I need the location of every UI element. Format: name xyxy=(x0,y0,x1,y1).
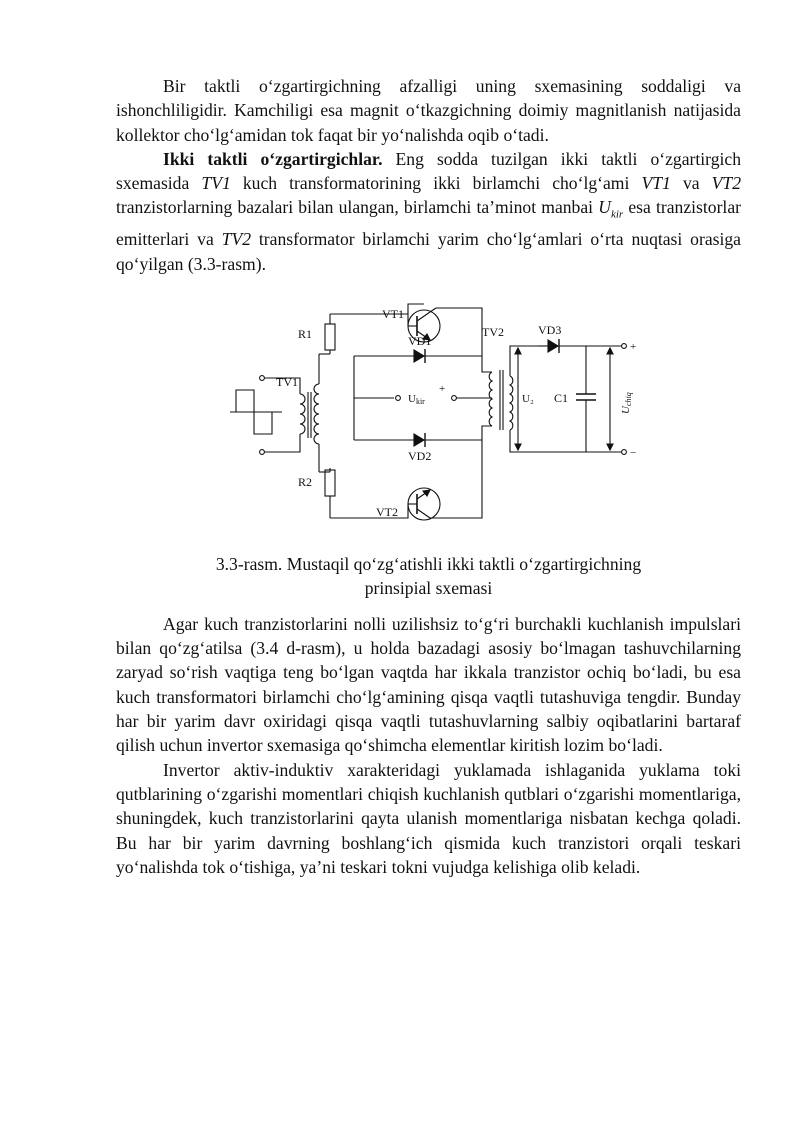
circuit-schematic xyxy=(212,294,652,542)
label-vd3: VD3 xyxy=(538,322,562,337)
tv1-primary-coil xyxy=(300,394,305,434)
figure-caption xyxy=(116,552,741,600)
label-u2: U₂ xyxy=(522,392,534,405)
label-tv2: TV2 xyxy=(482,324,504,339)
caption-line-1: 3.3-rasm. Mustaqil qo‘zg‘atishli ikki taktli o‘zgartirgichning xyxy=(215,553,642,574)
vt2-transistor xyxy=(408,488,440,520)
label-tv1: TV1 xyxy=(276,374,298,389)
paragraph-4: Invertor aktiv-induktiv xarakteridagi yuklamada ishlaganida yuklama toki qutblarining o‘zgarishi momentlari chiqish kuchlanish qutblari o‘zgarishi momentlariga, shuningdek, kuch tranzistorlarini qayta ulanish momentlariga nisbatan kechga qoladi. Bu har bir yarim davrning boshlang‘ich qismida kuch tranzistori orqali teskari yo‘nalishda tok o‘tishiga, ya’ni teskari tokni vujudga kelishiga olib keladi. xyxy=(116,759,741,877)
ukir-terminal-plus xyxy=(452,395,457,400)
label-vt1: VT1 xyxy=(382,306,404,321)
ukir-terminal-minus xyxy=(396,395,401,400)
label-vd2: VD2 xyxy=(408,448,432,463)
label-r1: R1 xyxy=(298,326,313,341)
r1-resistor xyxy=(325,324,335,350)
c1-capacitor xyxy=(576,346,596,452)
document-page xyxy=(116,74,741,879)
label-output-minus: − xyxy=(630,446,637,459)
tv1-secondary-coil xyxy=(314,384,319,444)
label-vt2: VT2 xyxy=(376,504,398,519)
paragraph-3: Agar kuch tranzistorlarini nolli uzilishsiz to‘g‘ri burchakli kuchlanish impulslari bilan qo‘zg‘atilsa (3.4 d-rasm), u holda bazadagi asosiy bo‘lmagan tashuvchilarning zaryad so‘rish vaqtiga teng bo‘lgan vaqtda har ikkala tranzistor ochiq bo‘ladi, bu esa kuch transformatori birlamchi cho‘lg‘amining qisqa vaqtli tutashuviga tengdir. Bunday har bir yarim davr oxiridagi qisqa vaqtli tutashuvlarning salbiy oqibatlarini bartaraf qilish uchun invertor sxemasiga qo‘shimcha elementlar kiritish lozim bo‘ladi. xyxy=(116,613,741,756)
tv2-secondary-coil xyxy=(510,376,513,430)
label-r2: R2 xyxy=(298,474,313,489)
label-ukir-plus: + xyxy=(439,382,446,395)
square-wave-symbol xyxy=(230,390,282,434)
input-terminal-bottom xyxy=(260,449,265,454)
circuit-figure xyxy=(116,294,741,542)
label-c1: C1 xyxy=(554,390,569,405)
tv2-primary-coil xyxy=(489,372,492,426)
input-terminal-top xyxy=(260,375,265,380)
section-heading: Ikki taktli o‘zgartirgichlar. xyxy=(163,148,383,169)
label-ukir: Ukir xyxy=(408,392,425,406)
r2-resistor xyxy=(325,470,335,496)
paragraph-1: Bir taktli o‘zgartirgichning afzalligi uning sxemasining soddaligi va ishonchliligidir. Kamchiligi esa magnit o‘tkazgichning doimiy magnitlanish natijasida kollektor cho‘lg‘amidan tok faqat bir yo‘nalishda oqib o‘tadi. xyxy=(116,76,741,145)
label-uchiq: Uchiq xyxy=(620,392,633,414)
caption-line-2: prinsipial sxemasi xyxy=(364,577,493,598)
vd1-diode xyxy=(414,349,425,363)
label-output-plus: + xyxy=(630,340,637,353)
paragraph-2: Ikki taktli o‘zgartirgichlar. Eng sodda tuzilgan ikki taktli o‘zgartirgich sxemasida TV1 kuch transformatorining ikki birlamchi cho‘lg‘ami VT1 va VT2 tranzistorlarning bazalari bilan ulangan, birlamchi ta’minot manbai $U_{kir}$ esa tranzistorlar emitterlari va TV2 transformator birlamchi yarim cho‘lg‘amlari o‘rta nuqtasi orasiga qo‘yilgan (3.3-rasm). xyxy=(116,148,742,274)
label-vd1: VD1 xyxy=(408,333,432,348)
vd2-diode xyxy=(414,433,425,447)
output-terminal-plus xyxy=(622,343,627,348)
output-terminal-minus xyxy=(622,449,627,454)
